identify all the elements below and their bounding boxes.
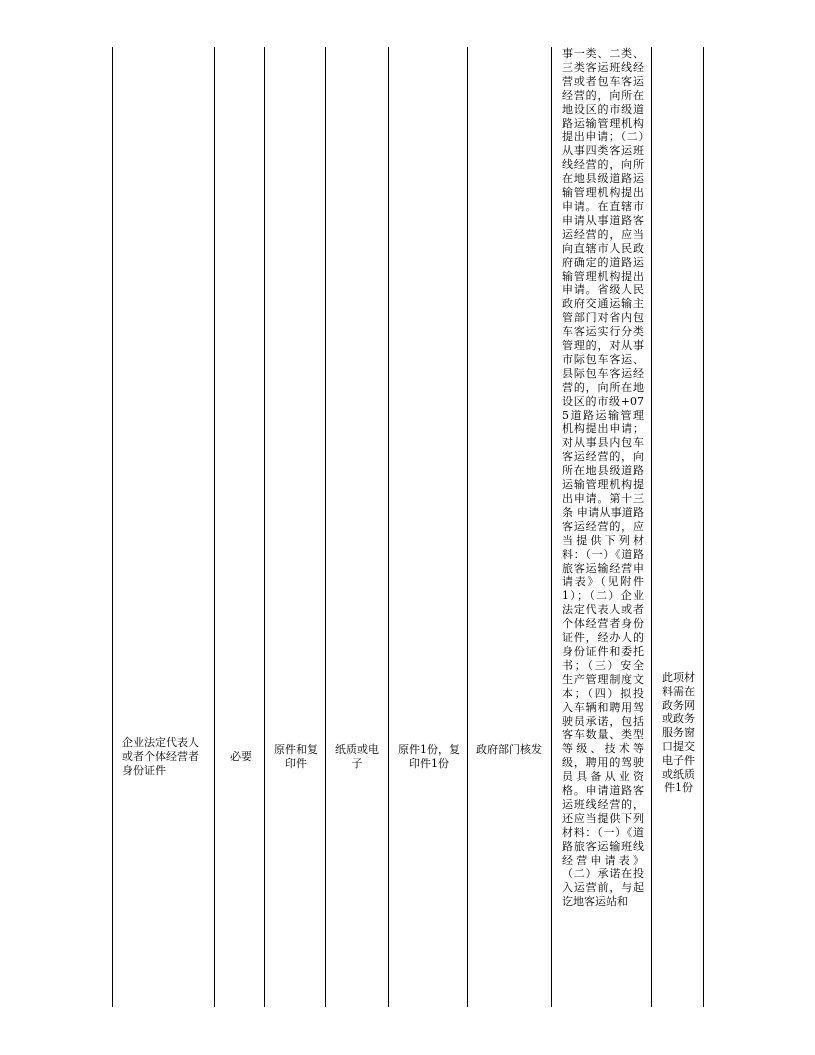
- material-form-cell: 原件和复印件: [274, 743, 318, 770]
- table-divider-7: [651, 47, 652, 1007]
- table-divider-4: [388, 47, 389, 1007]
- table-border-left: [112, 47, 113, 1007]
- note-cell: 此项材料需在政务网或政务服务窗口提交电子件或纸质件1份: [662, 671, 695, 795]
- source-cell: 政府部门核发: [476, 743, 542, 756]
- table-border-right: [703, 47, 704, 1007]
- count-cell: 原件1份，复印件1份: [398, 743, 460, 770]
- table-divider-2: [264, 47, 265, 1007]
- table-divider-3: [325, 47, 326, 1007]
- required-cell: 必要: [230, 750, 252, 763]
- carrier-cell: 纸质或电子: [335, 743, 379, 770]
- legal-basis-cell: 事一类、二类、三类客运班线经营或者包车客运经营的，向所在地设区的市级道路运输管理机构提出申请；（二）从事四类客运班线经营的，向所在地县级道路运输管理机构提出申请。在直辖市申请从事道路客运经营的，应当向直辖市人民政府确定的道路运输管理机构提出申请。省级人民政府交通运输主管部门对省内包车客运实行分类管理的，对从事市际包车客运、县际包车客运经营的，向所在地设区的市级+075道路运输管理机构提出申请；对从事县内包车客运经营的，向所在地县级道路运输管理机构提出申请。第十三条 申请从事道路客运经营的，应当提供下列材料：（一）《道路旅客运输经营申请表》（见附件1）；（二）企业法定代表人或者个体经营者身份证件，经办人的身份证件和委托书；（三）安全生产管理制度文本；（四）拟投入车辆和聘用驾驶员承诺，包括客车数量、类型等级、技术等级，聘用的驾驶员具备从业资格。申请道路客运班线经营的，还应当提供下列材料：（一）《道路旅客运输班线经营申请表》（二）承诺在投入运营前，与起讫地客运站和: [562, 47, 644, 909]
- material-name-cell: 企业法定代表人或者个体经营者身份证件: [122, 736, 199, 777]
- table-divider-6: [551, 47, 552, 1007]
- table-divider-1: [214, 47, 215, 1007]
- table-divider-5: [467, 47, 468, 1007]
